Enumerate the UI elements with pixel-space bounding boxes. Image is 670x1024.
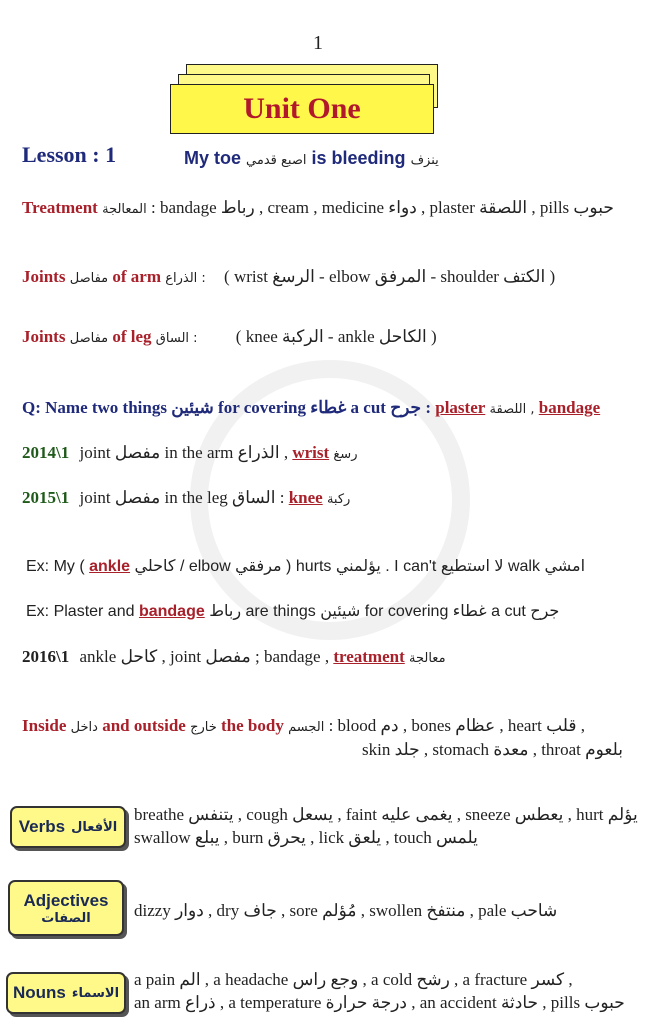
exam-2016-answer-ar: معالجة (409, 651, 446, 666)
question-answer-plaster: plaster (435, 398, 486, 417)
lesson-title (184, 148, 439, 169)
joints-leg-label: Joints (22, 327, 66, 346)
body-label-inside-ar: داخل (70, 720, 98, 735)
example-1-rest: كاحلي / elbow مرفقي ) hurts يؤلمني . I can't لا استطيع walk امشي (134, 558, 586, 575)
exam-2015-answer: knee (288, 488, 323, 507)
verbs-list (134, 803, 638, 849)
adjectives-list (134, 899, 557, 922)
joints-arm-row (22, 267, 555, 287)
joints-leg-label-ar: مفاصل (69, 331, 109, 346)
lesson-title-en1: My toe (184, 148, 242, 168)
example-1-row (26, 556, 585, 576)
joints-arm-label-ar: مفاصل (69, 271, 109, 286)
exam-2015-year: 2015\1 (22, 488, 70, 507)
joints-arm-of-ar: الذراع : (165, 271, 206, 286)
question-answer-plaster-ar: اللصقة , (489, 402, 535, 417)
joints-arm-of: of arm (112, 267, 161, 286)
exam-2014-answer-ar: رسغ (333, 447, 358, 462)
treatment-row (22, 198, 614, 218)
example-1-prefix: Ex: My ( (26, 558, 85, 575)
exam-2014-text: joint مفصل in the arm الذراع , (79, 443, 289, 462)
question-row (22, 398, 600, 418)
question-answer-bandage: bandage (538, 398, 601, 417)
lesson-row (22, 142, 116, 168)
joints-leg-row (22, 327, 437, 347)
exam-2016-text: ankle كاحل , joint مفصل ; bandage , (79, 647, 330, 666)
body-label-outside: and outside (102, 716, 186, 735)
exam-2014-answer: wrist (292, 443, 330, 462)
body-row (22, 716, 585, 736)
body-line-2: skin جلد , stomach معدة , throat بلعوم (362, 740, 623, 759)
unit-title-banner (170, 84, 434, 134)
body-line-1: : blood دم , bones عظام , heart قلب , (328, 716, 586, 735)
body-label-body-ar: الجسم (288, 720, 325, 735)
page-number: 1 (313, 32, 323, 54)
example-2-answer: bandage (138, 603, 205, 620)
lesson-title-ar1: اصبع قدمي (246, 153, 307, 168)
treatment-label: Treatment (22, 198, 98, 217)
exam-2016-row (22, 647, 446, 667)
adjectives-label: Adjectives (23, 890, 109, 910)
verbs-label: Verbs (18, 817, 66, 836)
example-2-rest: رباط are things شيئين for covering غطاء a cut جرح (209, 603, 560, 620)
exam-2015-answer-ar: ركبة (326, 492, 351, 507)
exam-2016-year: 2016\1 (22, 647, 70, 666)
joints-leg-list: ( knee الركبة - ankle الكاحل ) (235, 327, 437, 346)
nouns-tag (6, 972, 126, 1014)
nouns-line-2: an arm ذراع , a temperature درجة حرارة , an accident حادثة , pills حبوب (134, 993, 625, 1012)
body-label-outside-ar: خارج (190, 720, 217, 735)
nouns-list (134, 968, 625, 1014)
lesson-label: Lesson : 1 (22, 142, 117, 167)
joints-leg-of: of leg (112, 327, 152, 346)
exam-2015-row (22, 488, 350, 508)
verbs-line-2: swallow يبلع , burn يحرق , lick يلعق , touch يلمس (134, 828, 478, 847)
joints-arm-label: Joints (22, 267, 66, 286)
joints-arm-list: ( wrist الرسغ - elbow المرفق - shoulder الكتف ) (224, 267, 556, 286)
nouns-label: Nouns (12, 983, 66, 1002)
question-text: Q: Name two things شيئين for covering غطاء a cut جرح : (22, 398, 431, 417)
adjectives-line-1: dizzy دوار , dry جاف , sore مُؤلم , swollen منتفخ , pale شاحب (134, 901, 558, 920)
verbs-label-ar: الأفعال (71, 819, 118, 835)
example-1-answer: ankle (89, 558, 131, 575)
lesson-title-en2: is bleeding (311, 148, 406, 168)
adjectives-label-ar: الصفات (41, 910, 91, 926)
verbs-line-1: breathe يتنفس , cough يسعل , faint يغمى عليه , sneeze يعطس , hurt يؤلم (134, 805, 638, 824)
exam-2014-year: 2014\1 (22, 443, 70, 462)
exam-2014-row (22, 443, 357, 463)
treatment-list: : bandage رباط , cream , medicine دواء , plaster اللصقة , pills حبوب (151, 198, 614, 217)
verbs-tag (10, 806, 126, 848)
example-2-row (26, 601, 559, 621)
adjectives-tag (8, 880, 124, 936)
body-label-inside: Inside (22, 716, 67, 735)
nouns-label-ar: الاسماء (71, 985, 120, 1001)
nouns-line-1: a pain الم , a headache وجع راس , a cold رشح , a fracture كسر , (134, 970, 573, 989)
lesson-title-ar2: ينزف (410, 153, 439, 168)
unit-title: Unit One (243, 92, 361, 125)
exam-2015-text: joint مفصل in the leg الساق : (79, 488, 285, 507)
joints-leg-of-ar: الساق : (155, 331, 198, 346)
example-2-prefix: Ex: Plaster and (26, 603, 135, 620)
body-label-body: the body (221, 716, 284, 735)
exam-2016-answer: treatment (333, 647, 405, 666)
treatment-label-ar: المعالجة (102, 202, 147, 217)
